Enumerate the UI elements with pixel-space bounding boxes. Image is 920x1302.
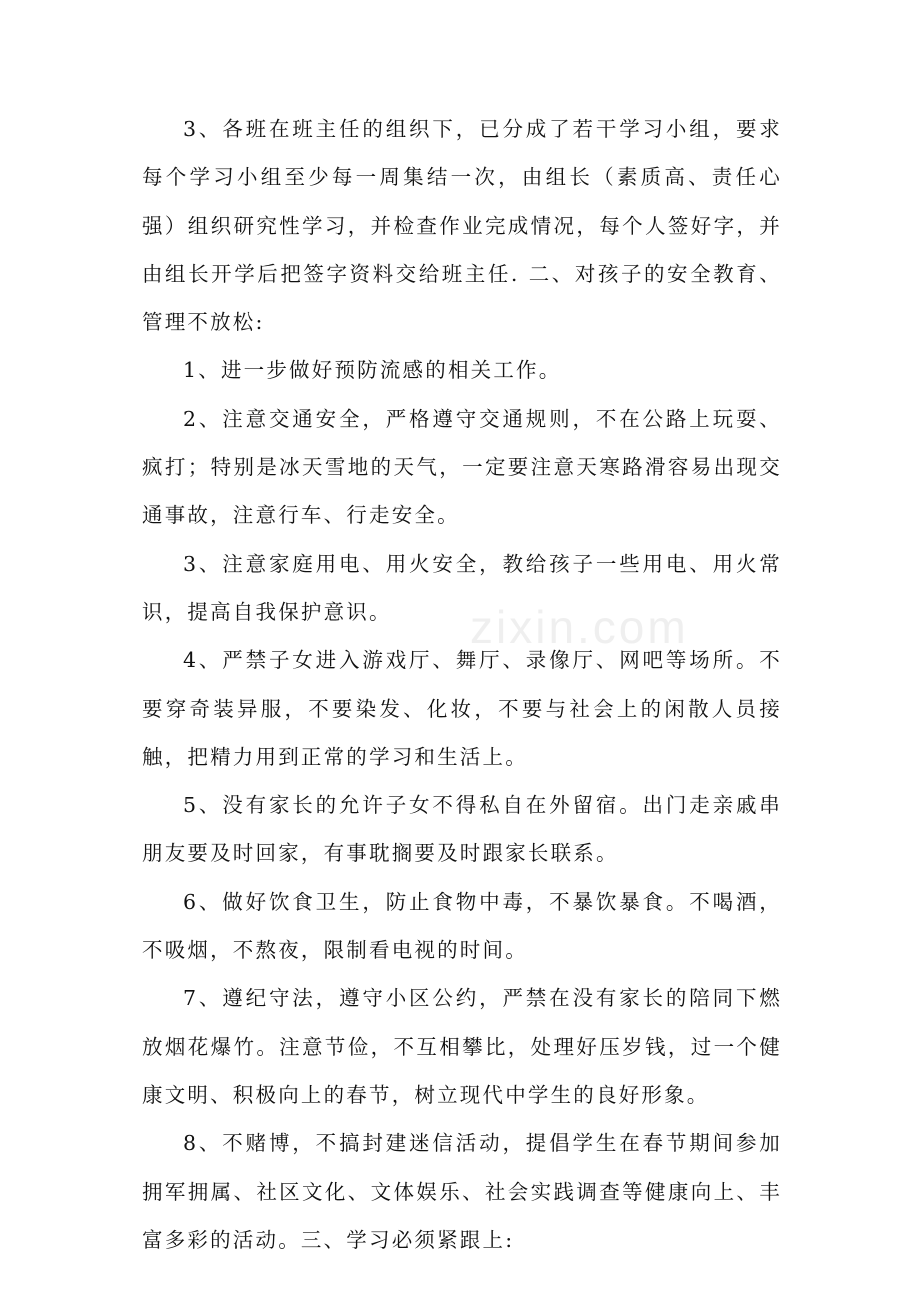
watermark-text: zixin.com: [470, 601, 689, 653]
paragraph-law-abiding: 7、遵纪守法，遵守小区公约，严禁在没有家长的陪同下燃放烟花爆竹。注意节俭，不互相攀比，处理好压岁钱，过一个健康文明、积极向上的春节，树立现代中学生的良好形象。: [142, 986, 782, 1107]
paragraph-home-safety: 3、注意家庭用电、用火安全，教给孩子一些用电、用火常识，提高自我保护意识。: [142, 551, 782, 624]
paragraph-traffic-safety: 2、注意交通安全，严格遵守交通规则，不在公路上玩耍、疯打；特别是冰天雪地的天气，一定要注意天寒路滑容易出现交通事故，注意行车、行走安全。: [142, 406, 782, 528]
paragraph-restricted-venues: 4、严禁子女进入游戏厅、舞厅、录像厅、网吧等场所。不要穿奇装异服，不要染发、化妆，不要与社会上的闲散人员接触，把精力用到正常的学习和生活上。: [142, 648, 782, 769]
paragraph-flu-prevention: 1、进一步做好预防流感的相关工作。: [183, 358, 562, 383]
paragraph-food-hygiene: 6、做好饮食卫生，防止食物中毒，不暴饮暴食。不喝酒，不吸烟，不熬夜，限制看电视的时间。: [142, 889, 782, 963]
document-body: [142, 105, 782, 1264]
paragraph-healthy-activities: 8、不赌博，不搞封建迷信活动，提倡学生在春节期间参加拥军拥属、社区文化、文体娱乐、社会实践调查等健康向上、丰富多彩的活动。三、学习必须紧跟上:: [142, 1131, 782, 1252]
paragraph-overnight-rule: 5、没有家长的允许子女不得私自在外留宿。出门走亲戚串朋友要及时回家，有事耽搁要及时跟家长联系。: [142, 793, 782, 866]
paragraph-study-groups: 3、各班在班主任的组织下，已分成了若干学习小组，要求每个学习小组至少每一周集结一次，由组长（素质高、责任心强）组织研究性学习，并检查作业完成情况，每个人签好字，并由组长开学后把签字资料交给班主任. 二、对孩子的安全教育、管理不放松:: [142, 117, 782, 335]
